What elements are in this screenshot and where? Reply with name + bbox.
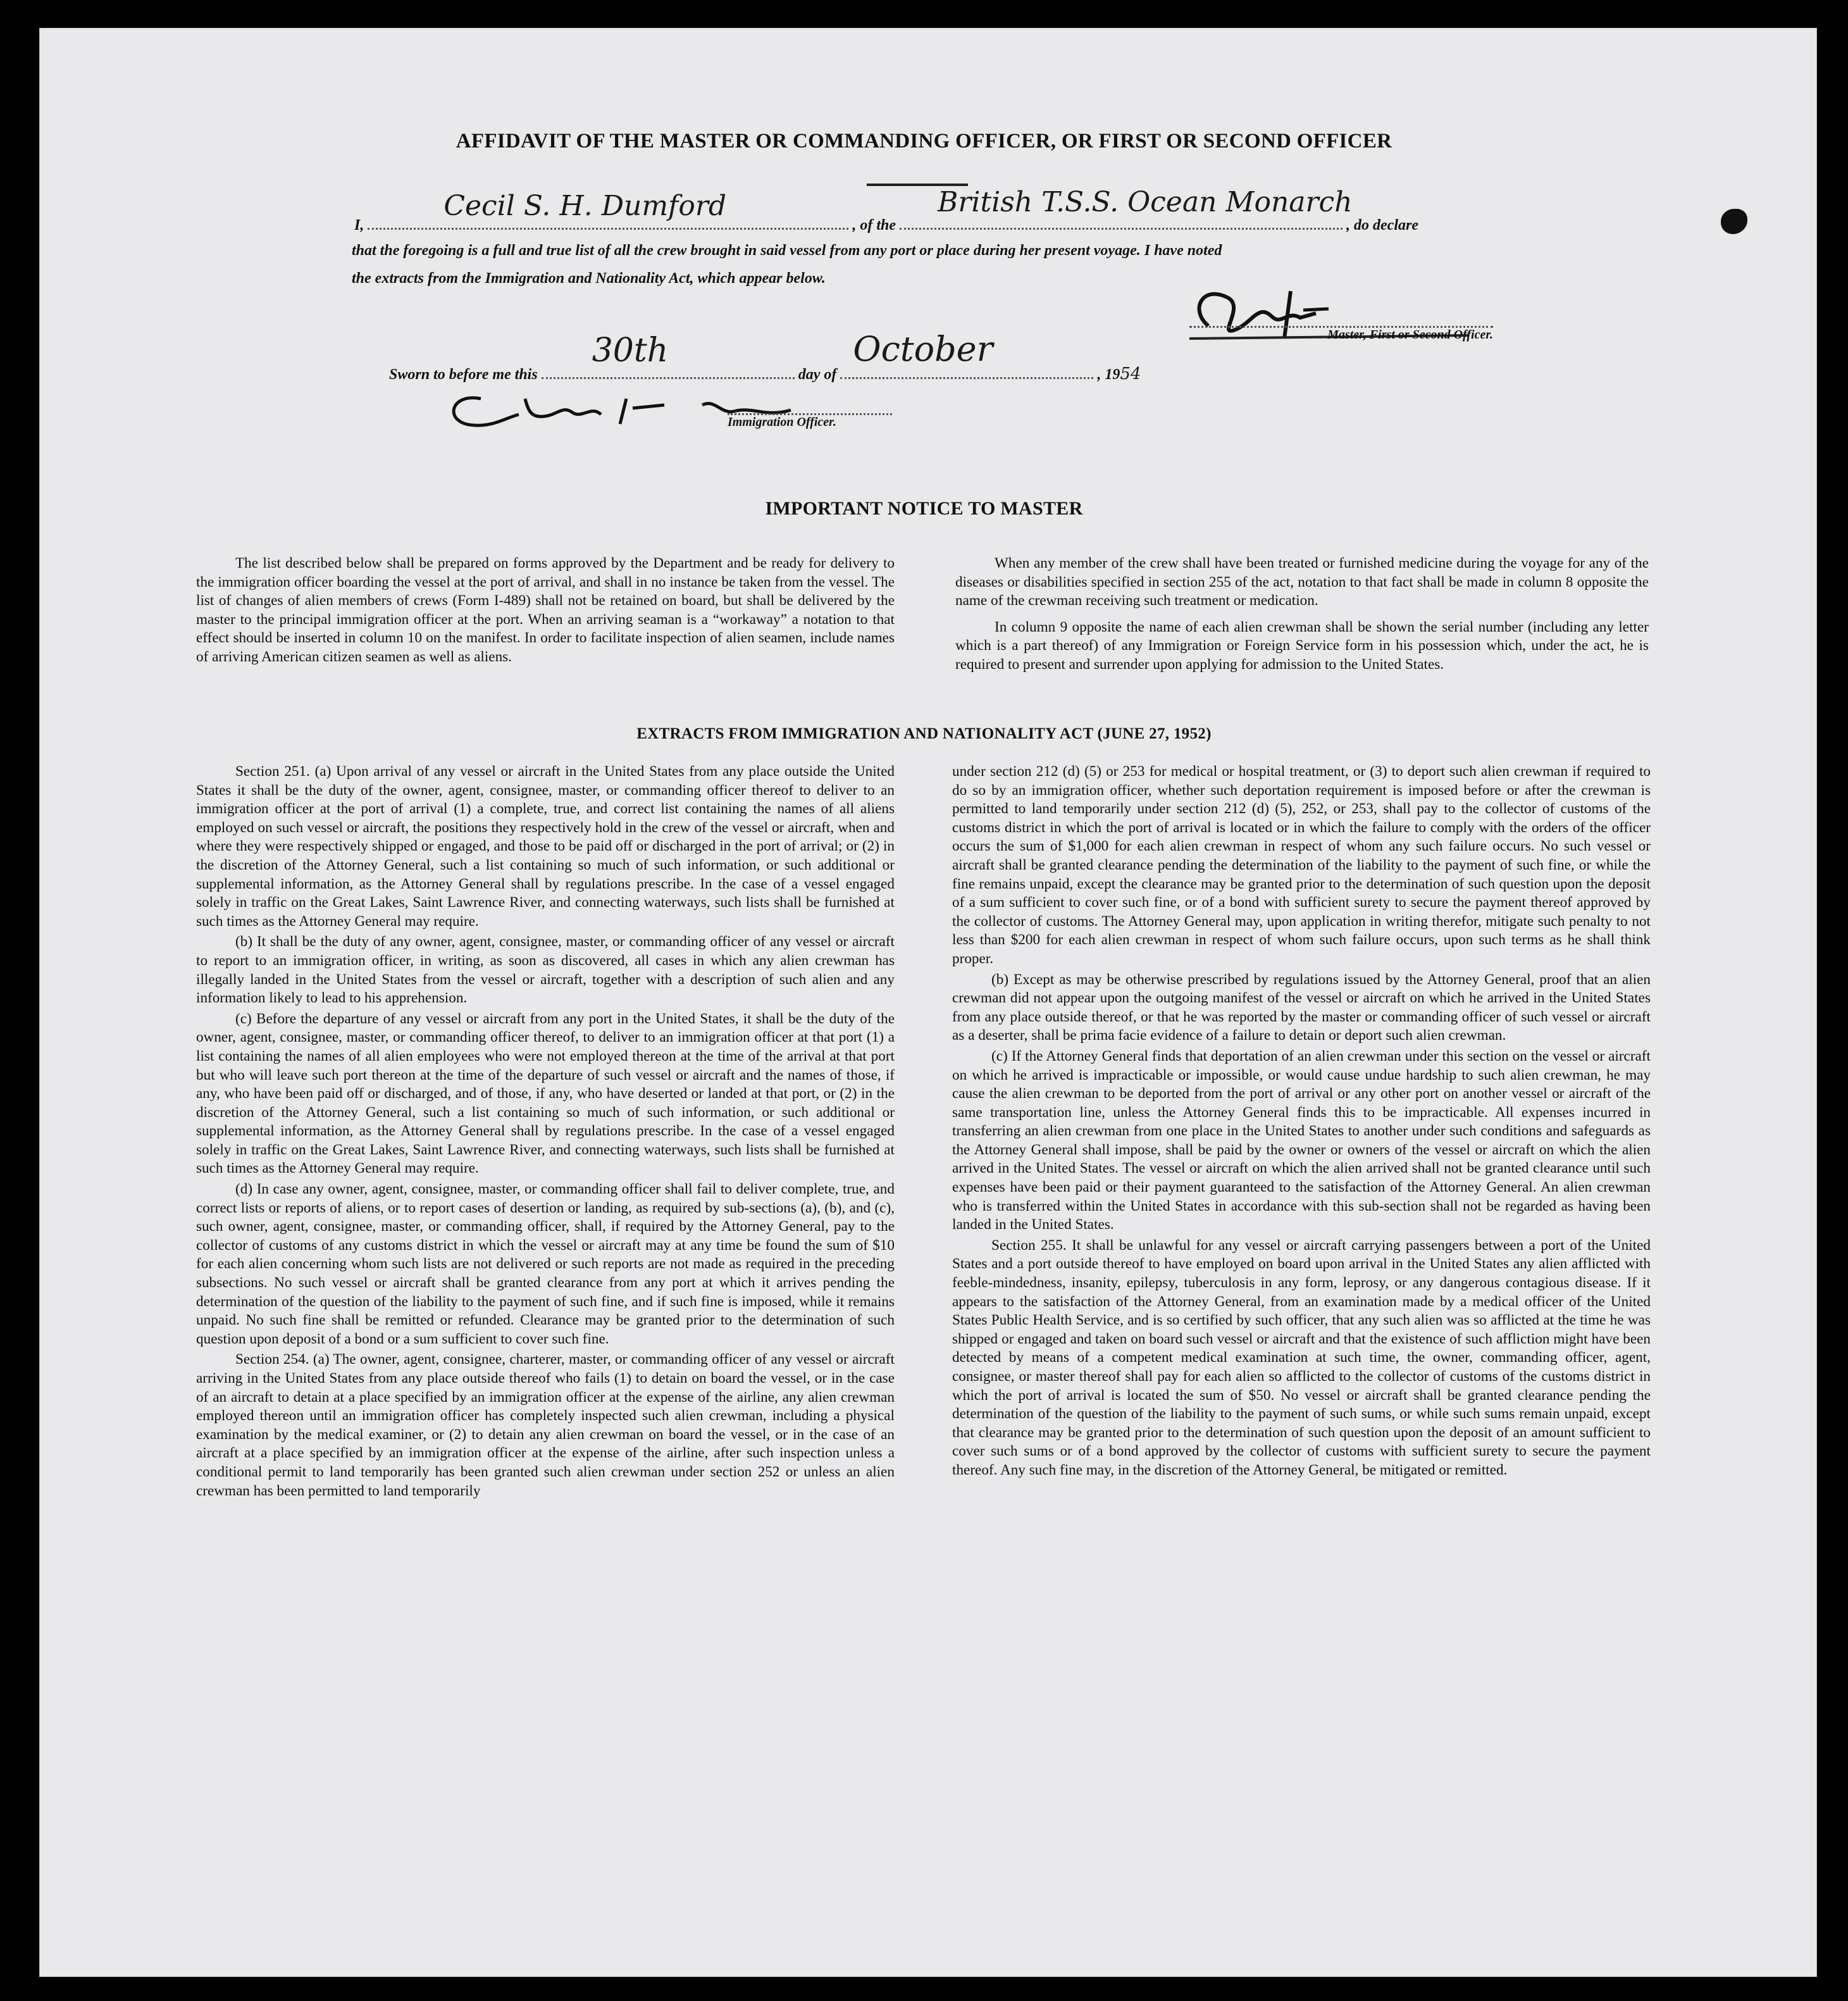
extracts-title: EXTRACTS FROM IMMIGRATION AND NATIONALITY ACT (JUNE 27, 1952)	[636, 725, 1212, 742]
sworn-month-field	[840, 329, 1093, 379]
affidavit-title: AFFIDAVIT OF THE MASTER OR COMMANDING OFFICER, OR FIRST OR SECOND OFFICER	[456, 130, 1392, 153]
sworn-month-handwritten: October	[853, 329, 993, 369]
sworn-day-handwritten: 30th	[592, 332, 669, 370]
sworn-year-handwritten: 54	[1120, 365, 1141, 383]
section-254-b: (b) Except as may be otherwise prescribed by regulations issued by the Attorney General, proof that an alien crewman did not appear upon the outgoing manifest of the vessel or aircraft on which he arrived in the United States from any place outside thereof, or that he was reported by the master or commanding officer of such vessel or aircraft as a deserter, shall be prima facie evidence of a failure to detain or deport such alien crewman.	[952, 971, 1651, 1044]
extracts-left-column	[196, 763, 895, 1502]
notice-right-paragraph-2: In column 9 opposite the name of each alien crewman shall be shown the serial number (including any letter which is a part thereof) of any Immigration or Foreign Service form in his possession which, under the act, he is required to present and surrender upon applying for admission to the United States.	[955, 618, 1649, 673]
section-255: Section 255. It shall be unlawful for any vessel or aircraft carrying passengers between a port of the United States and a port outside thereof to have employed on board upon arrival in the United States any alien afflicted with feeble-mindedness, insanity, epilepsy, tuberculosis in any form, leprosy, or any dangerous contagious disease. If it appears to the satisfaction of the Attorney General, from an examination made by a medical officer of the United States Public Health Service, and is so certified by such officer, that any such alien was so afflicted at the time he was shipped or engaged and taken on board such vessel or aircraft and that the existence of such affliction might have been detected by means of a competent medical examination at such time, the owner, commanding officer, agent, consignee, or master thereof shall pay for each alien so afflicted to the collector of customs of the customs district in which the port of arrival is located the sum of $50. No vessel or aircraft shall be granted clearance pending the determination of the question of the liability to the payment of such sums, or while such sums remain unpaid, except that clearance may be granted prior to the determination of such question upon the deposit of an amount sufficient to cover such sums or of a bond approved by the collector of customs with sufficient surety to secure the payment thereof. Any such fine may, in the discretion of the Attorney General, be mitigated or remitted.	[952, 1237, 1651, 1478]
notice-right-column	[955, 554, 1649, 682]
section-251-b: (b) It shall be the duty of any owner, agent, consignee, master, or commanding officer of any vessel or aircraft to report to an immigration officer, in writing, as soon as discovered, all cases in which any alien crewman has illegally landed in the United States from the vessel or aircraft, together with a description of such alien and any information likely to lead to his apprehension.	[196, 933, 895, 1007]
declaration-line-2: that the foregoing is a full and true list of all the crew brought in said vessel from any port or place during her present voyage. I have noted	[352, 242, 1222, 259]
extracts-right-column	[952, 763, 1651, 1482]
declaration-line-1	[354, 186, 1418, 234]
master-name-field	[368, 190, 848, 230]
sworn-prefix: Sworn to before me this	[389, 366, 538, 383]
line1-prefix: I,	[354, 217, 364, 234]
notice-left-column	[196, 554, 895, 674]
declaration-line-3: the extracts from the Immigration and Nationality Act, which appear below.	[352, 270, 826, 287]
vessel-field	[900, 186, 1353, 230]
day-of-text: day of	[798, 366, 837, 383]
section-251-a: Section 251. (a) Upon arrival of any vessel or aircraft in the United States from any place outside the United States it shall be the duty of the owner, agent, consignee, master, or commanding officer thereof to deliver to an immigration officer at the port of arrival (1) a complete, true, and correct list containing the names of all aliens employed on such vessel or aircraft, the positions they respectively hold in the crew of the vessel or aircraft, when and where they were respectively shipped or engaged, and those to be paid off or discharged in the port of arrival; or (2) in the discretion of the Attorney General, such a list containing so much of such information, or such additional or supplemental information, as the Attorney General shall by regulations prescribe. In the case of a vessel engaged solely in traffic on the Great Lakes, Saint Lawrence River, and connecting waterways, such lists shall be furnished at such times as the Attorney General may require.	[196, 763, 895, 930]
section-254-c: (c) If the Attorney General finds that deportation of an alien crewman under this section on the vessel or aircraft on which he arrived is impracticable or impossible, or would cause undue hardship to such alien crewman, he may cause the alien crewman to be deported from the port of arrival or any other port on another vessel or aircraft of the same transportation line, unless the Attorney General finds this to be impracticable. All expenses incurred in transferring an alien crewman from one place in the United States to another under such conditions and safeguards as the Attorney General shall impose, shall be paid by the owner or owners of the vessel or aircraft on which the alien arrived in the United States. The vessel or aircraft on which the alien arrived shall not be granted clearance until such expenses have been paid or their payment guaranteed to the satisfaction of the Attorney General. An alien crewman who is transferred within the United States in accordance with this sub-section shall not be regarded as having been landed in the United States.	[952, 1047, 1651, 1233]
section-254-a: Section 254. (a) The owner, agent, consignee, charterer, master, or commanding officer of any vessel or aircraft arriving in the United States from any place outside thereof who fails (1) to detain on board the vessel, or in the case of an aircraft to detain at a place specified by an immigration officer at the expense of the airline, any alien crewman employed thereon until an immigration officer has completely inspected such alien crewman, including a physical examination by the medical examiner, or (2) to detain any alien crewman on board the vessel, or in the case of an aircraft at a place specified by an immigration officer at the expense of the airline, after such inspection unless a conditional permit to land temporarily has been granted such alien crewman under section 252 or unless an alien crewman has been permitted to land temporarily	[196, 1351, 895, 1499]
notice-title: IMPORTANT NOTICE TO MASTER	[765, 498, 1083, 519]
master-signature	[1177, 278, 1506, 361]
notice-left-paragraph: The list described below shall be prepared on forms approved by the Department and be ready for delivery to the immigration officer boarding the vessel at the port of arrival, and shall in no instance be taken from the vessel. The list of changes of alien members of crews (Form I-489) shall not be retained on board, but shall be delivered by the master to the principal immigration officer at the port. When an arriving seaman is a “workaway” a notation to that effect should be inserted in column 10 on the manifest. In order to facilitate inspection of alien seamen, include names of arriving American citizen seamen as well as aliens.	[196, 555, 895, 665]
year-separator: , 19	[1097, 366, 1120, 383]
do-declare-text: , do declare	[1346, 217, 1418, 234]
vessel-name-handwritten: British T.S.S. Ocean Monarch	[938, 186, 1353, 218]
section-251-c: (c) Before the departure of any vessel or aircraft from any port in the United States, it shall be the duty of the owner, agent, consignee, master, or commanding officer thereof, to deliver to an immigration officer at that port (1) a list containing the names of all alien employees who were not employed thereon at the time of the arrival at that port but who will leave such port thereon at the time of the departure of such vessel or aircraft and the names of those, if any, who have been paid off or discharged, and of those, if any, who have deserted or landed at that port, or (2) in the discretion of the Attorney General, such a list containing so much of such information, or such additional or supplemental information, as the Attorney General shall by regulations prescribe. In the case of a vessel engaged solely in traffic on the Great Lakes, Saint Lawrence River, and connecting waterways, such lists shall be furnished at such times as the Attorney General may require.	[196, 1010, 895, 1177]
sworn-day-field	[542, 332, 795, 379]
section-254-a-continued: under section 212 (d) (5) or 253 for medical or hospital treatment, or (3) to deport such alien crewman if required to do so by an immigration officer, whether such deportation requirement is imposed before or after the crewman is permitted to land temporarily under section 212 (d) (5), 252, or 253, shall pay to the collector of customs of the customs district in which the port of arrival is located or in which the failure to comply with the orders of the officer occurs the sum of $1,000 for each alien crewman in respect of whom any such failure occurs. No such vessel or aircraft shall be granted clearance pending the determination of the liability to the payment of such fine, or while the fine remains unpaid, except the clearance may be granted prior to the determination of such question upon the deposit of a sum sufficient to cover such fine, or of a bond with sufficient surety to secure the payment thereof approved by the collector of customs. The Attorney General may, upon application in writing therefor, mitigate such penalty to not less than $200 for each alien crewman in respect of whom such failure occurs, upon such terms as he shall think proper.	[952, 763, 1651, 967]
master-signature-caption: Master, First or Second Officer.	[1189, 326, 1493, 342]
officer-signature-caption: Immigration Officer.	[728, 413, 892, 430]
master-name-handwritten: Cecil S. H. Dumford	[443, 190, 727, 222]
of-the-text: , of the	[852, 217, 896, 234]
notice-right-paragraph-1: When any member of the crew shall have been treated or furnished medicine during the voyage for any of the diseases or disabilities specified in section 255 of the act, notation to that fact shall be made in column 8 opposite the name of the crewman receiving such treatment or medication.	[955, 555, 1649, 609]
section-251-d: (d) In case any owner, agent, consignee, master, or commanding officer shall fail to deliver complete, true, and correct lists or reports of aliens, or to report cases of desertion or landing, as required by sub-sections (a), (b), and (c), such owner, agent, consignee, master, or commanding officer, shall, if required by the Attorney General, pay to the collector of customs of any customs district in which the vessel or aircraft may at any time be found the sum of $10 for each alien concerning whom such lists are not delivered or such reports are not made as required in the preceding subsections. No such vessel or aircraft shall be granted clearance from any port at which it arrives pending the determination of the question of the liability to the payment of such fine, and if such fine is imposed, while it remains unpaid. No such fine shall be remitted or refunded. Clearance may be granted prior to the determination of such question upon deposit of a bond or a sum sufficient to cover such fine.	[196, 1181, 895, 1347]
